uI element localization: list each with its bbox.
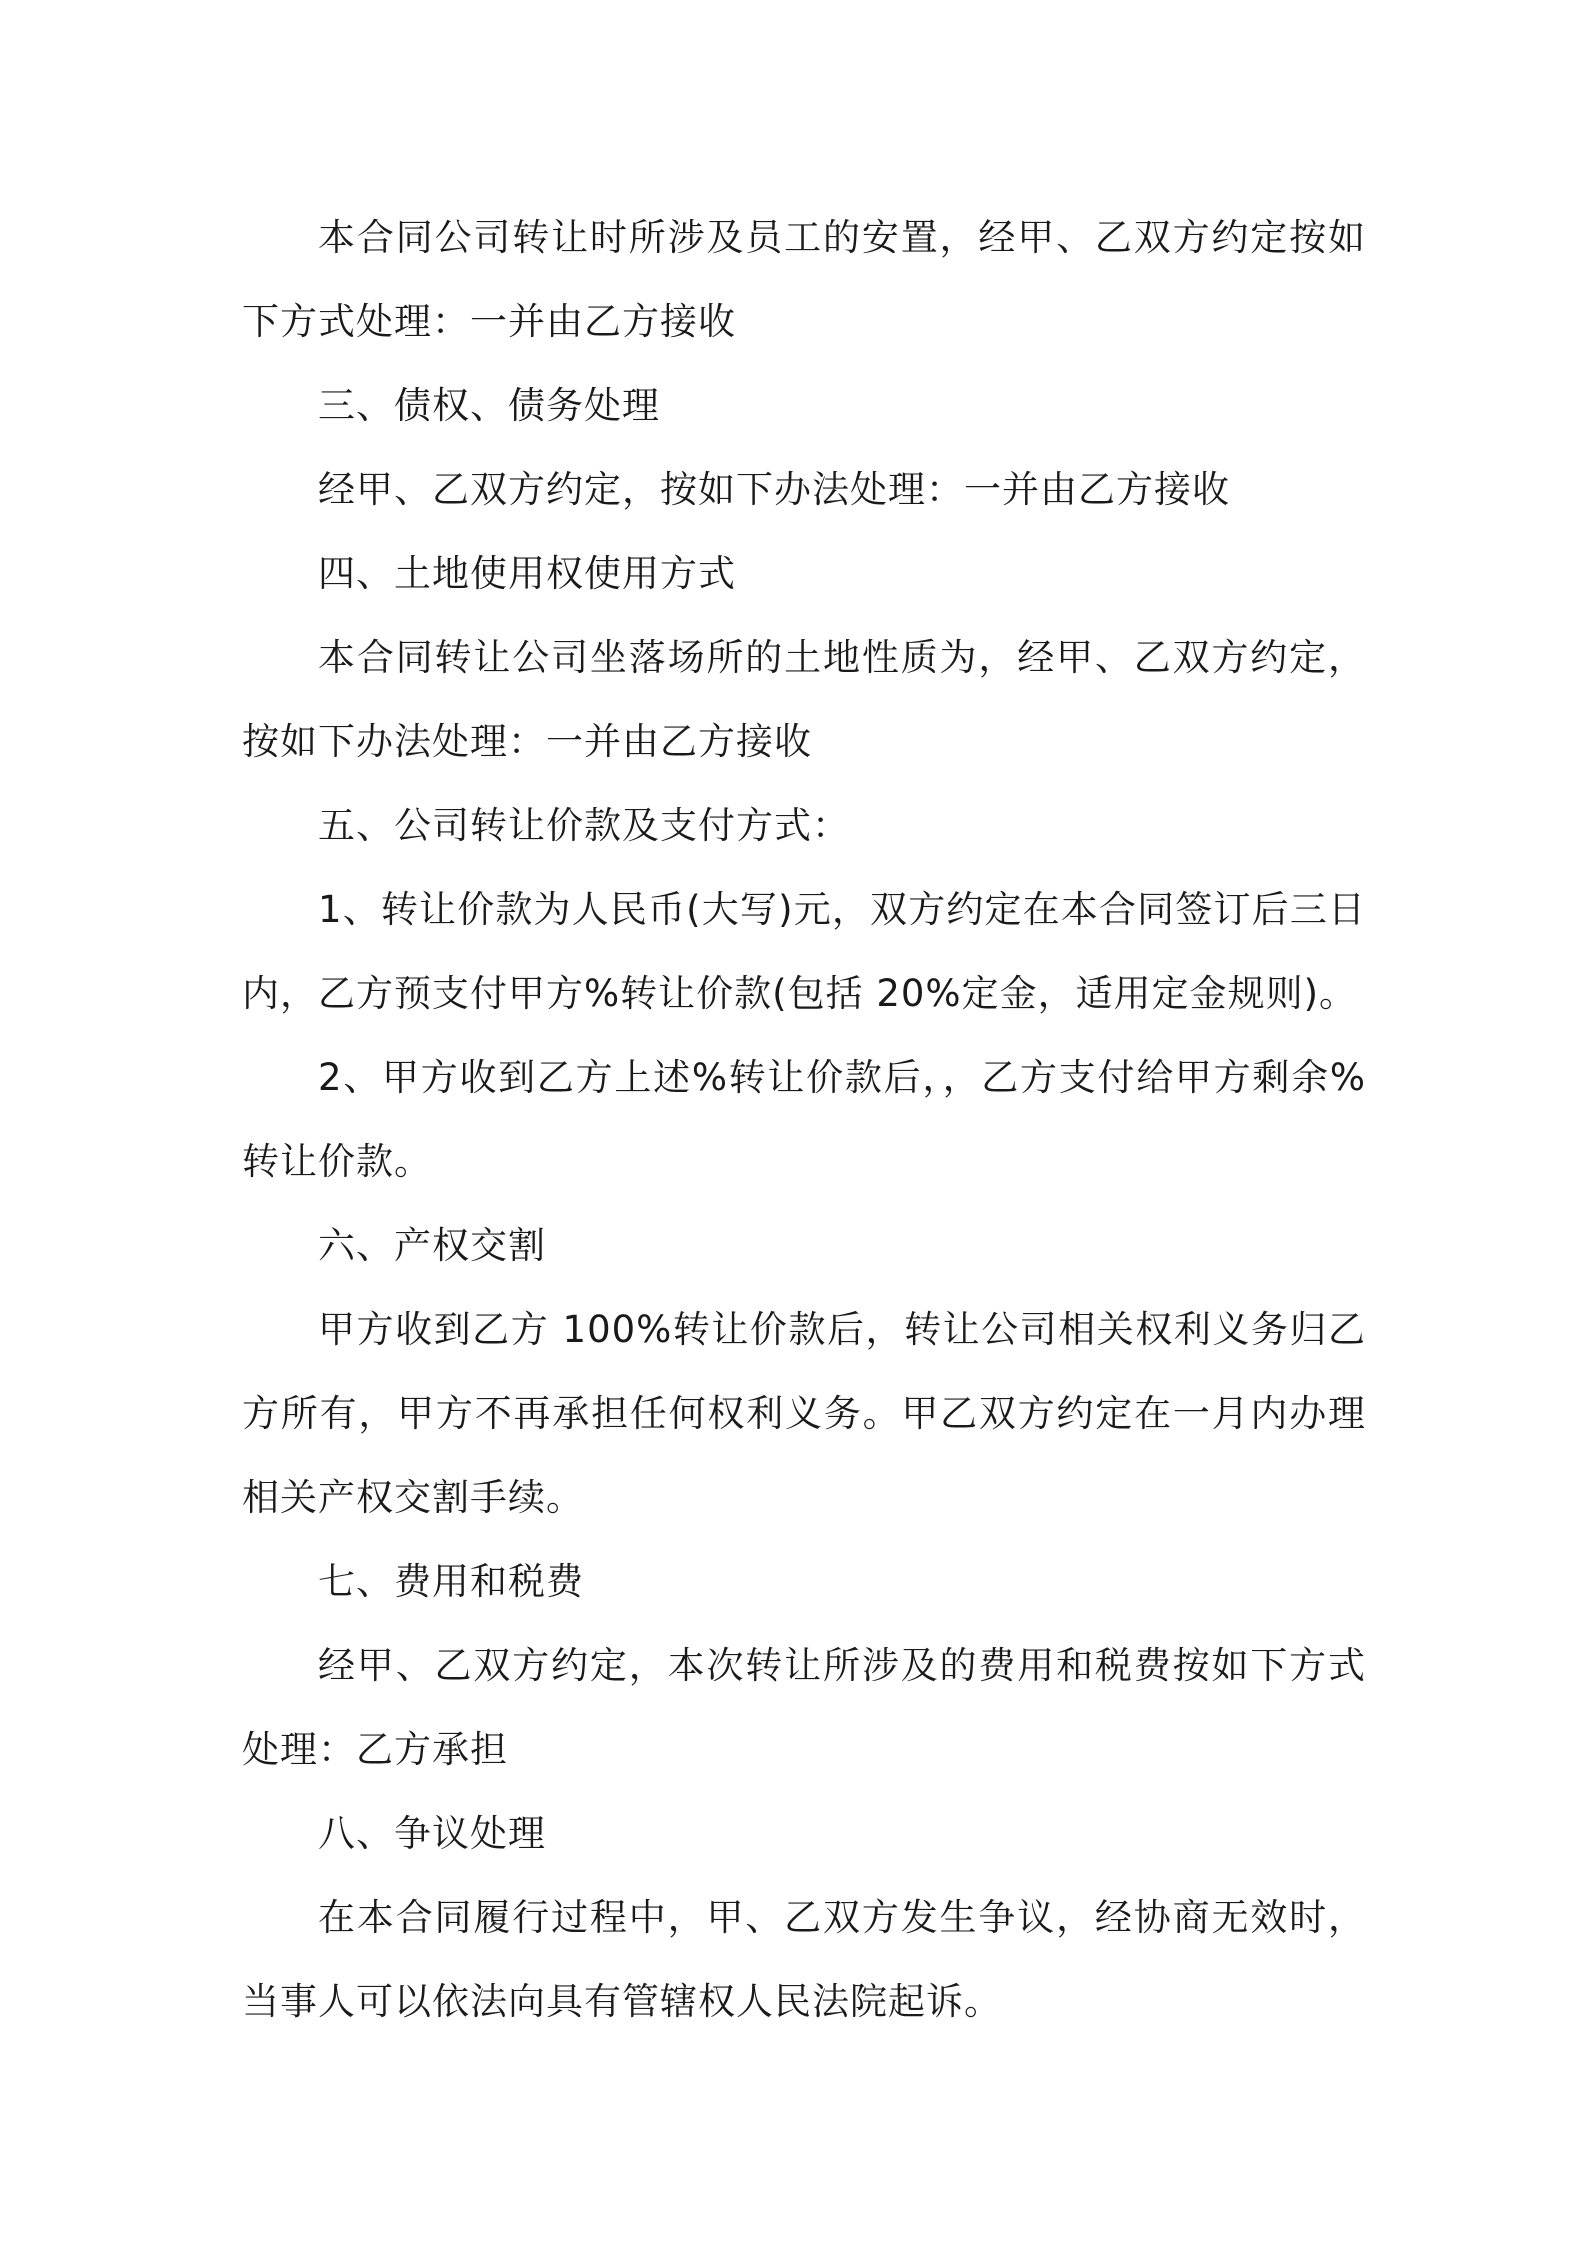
heading-price-payment: 五、公司转让价款及支付方式： (318, 804, 850, 847)
paragraph-dispute: 在本合同履行过程中，甲、乙双方发生争议，经协商无效时，当事人可以依法向具有管辖权人民法院起诉。 (242, 1896, 1366, 2023)
paragraph-land-use: 本合同转让公司坐落场所的土地性质为，经甲、乙双方约定，按如下办法处理：一并由乙方接收 (242, 636, 1366, 763)
document-body (242, 196, 1366, 2044)
paragraph-fees-taxes: 经甲、乙双方约定，本次转让所涉及的费用和税费按如下方式处理：乙方承担 (242, 1644, 1366, 1771)
paragraph-debt-handling: 经甲、乙双方约定，按如下办法处理：一并由乙方接收 (318, 468, 1230, 511)
paragraph-price-item-1: 1、转让价款为人民币(大写)元，双方约定在本合同签订后三日内，乙方预支付甲方%转让价款(包括 20%定金，适用定金规则)。 (242, 888, 1366, 1015)
heading-dispute: 八、争议处理 (318, 1812, 546, 1855)
paragraph-property-delivery: 甲方收到乙方 100%转让价款后，转让公司相关权利义务归乙方所有，甲方不再承担任何权利义务。甲乙双方约定在一月内办理相关产权交割手续。 (242, 1308, 1366, 1519)
paragraph-price-item-2: 2、甲方收到乙方上述%转让价款后，，乙方支付给甲方剩余%转让价款。 (242, 1056, 1366, 1183)
heading-fees-taxes: 七、费用和税费 (318, 1560, 584, 1603)
heading-land-use: 四、土地使用权使用方式 (318, 552, 736, 595)
heading-debt-handling: 三、债权、债务处理 (318, 384, 660, 427)
paragraph-staff-placement: 本合同公司转让时所涉及员工的安置，经甲、乙双方约定按如下方式处理：一并由乙方接收 (242, 216, 1366, 343)
heading-property-delivery: 六、产权交割 (318, 1224, 546, 1267)
